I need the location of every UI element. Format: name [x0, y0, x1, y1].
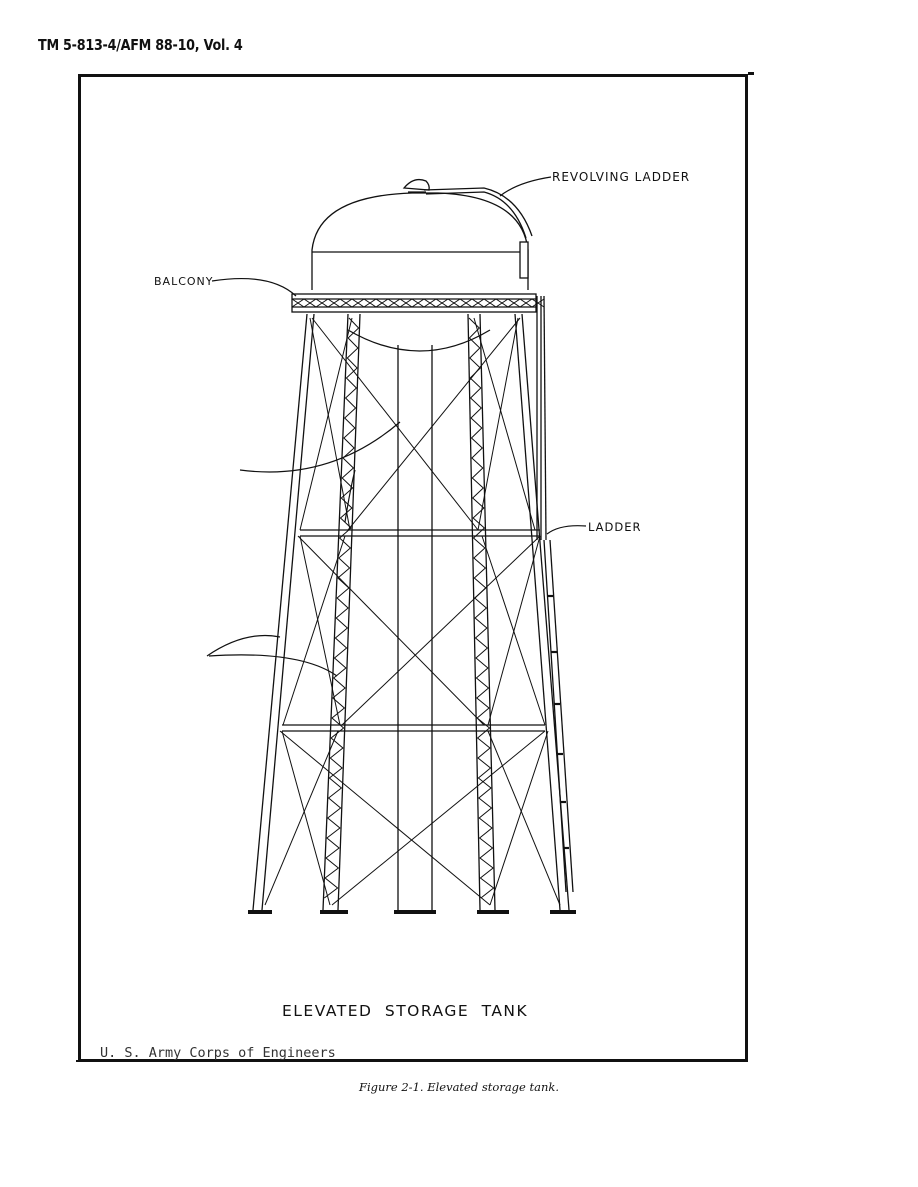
- footing-1: [248, 910, 272, 914]
- label-revolving-ladder: REVOLVING LADDER: [552, 170, 691, 184]
- figure-credit: U. S. Army Corps of Engineers: [100, 1045, 336, 1061]
- label-balcony: BALCONY: [154, 275, 214, 288]
- leader-revolving-ladder: [500, 177, 551, 196]
- leader-ladder: [547, 526, 586, 534]
- leader-lower: [207, 636, 280, 656]
- document-header: TM 5-813-4/AFM 88-10, Vol. 4: [38, 36, 243, 54]
- label-ladder: LADDER: [588, 520, 642, 534]
- figure-title: ELEVATED STORAGE TANK: [282, 1002, 529, 1020]
- revolving-ladder-drawing: [424, 188, 532, 236]
- leg-inner-right: [468, 314, 480, 910]
- tank-manhole: [520, 242, 528, 278]
- footing-2: [320, 910, 348, 914]
- footing-5: [550, 910, 576, 914]
- footing-3: [394, 910, 436, 914]
- figure-caption: Figure 2-1. Elevated storage tank.: [358, 1080, 560, 1094]
- footing-4: [477, 910, 509, 914]
- balcony-drawing: [292, 294, 536, 312]
- leader-balcony: [212, 279, 296, 296]
- tank-dome: [312, 193, 528, 290]
- roof-vent: [404, 180, 429, 190]
- leg-inner-left: [323, 314, 348, 910]
- leg-outer-left: [253, 314, 307, 910]
